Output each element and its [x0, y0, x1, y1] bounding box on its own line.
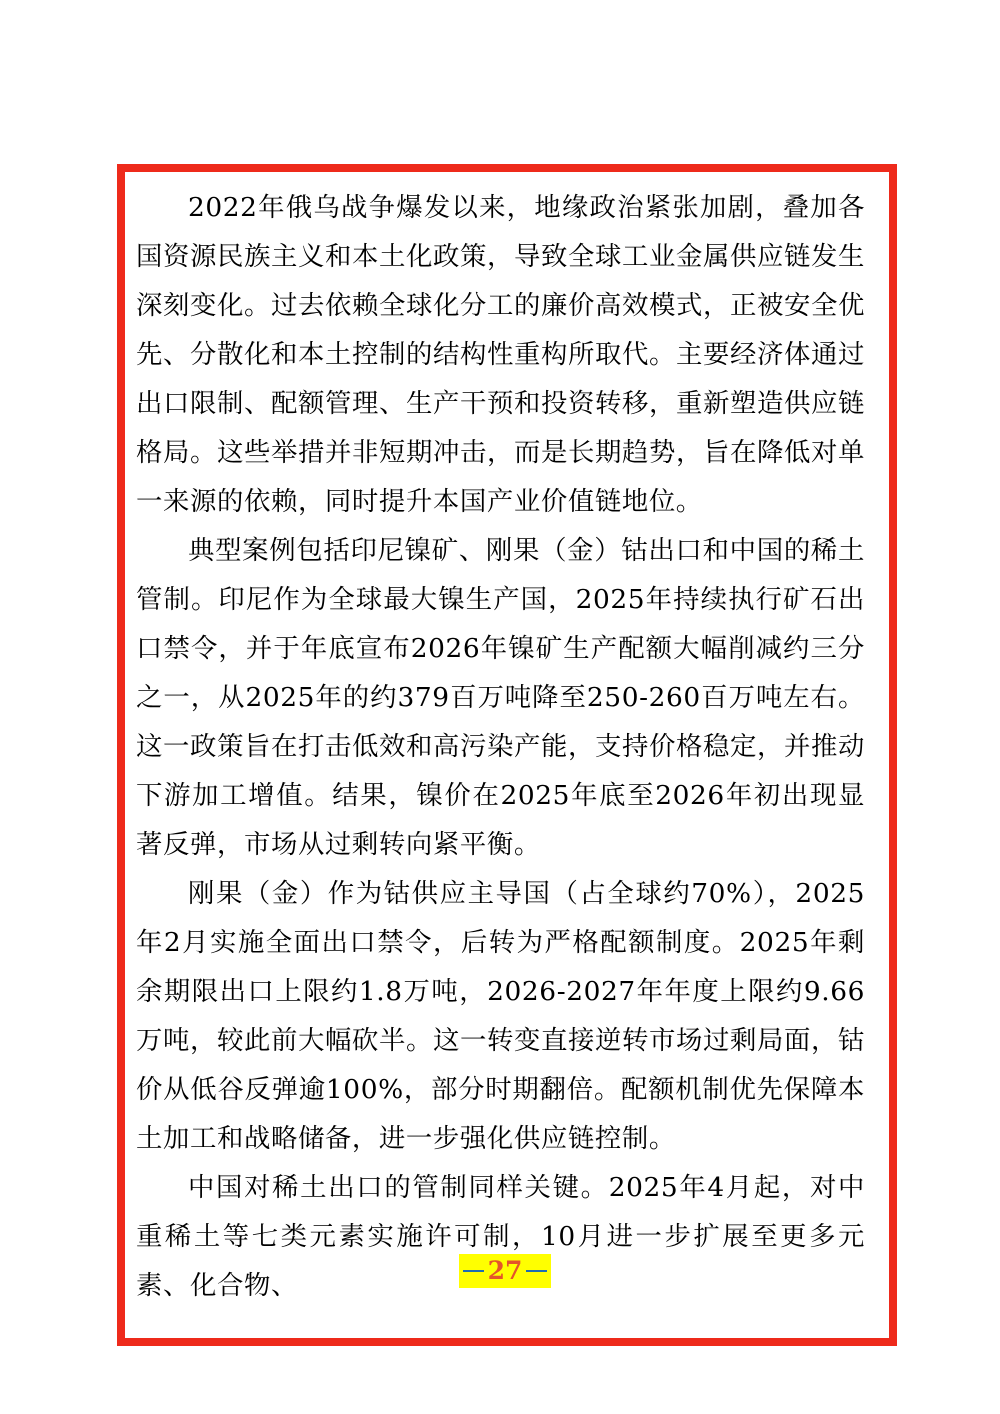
paragraph-2: 典型案例包括印尼镍矿、刚果（金）钴出口和中国的稀土管制。印尼作为全球最大镍生产国，2025年持续执行矿石出口禁令，并于年底宣布2026年镍矿生产配额大幅削减约三分之一，从2025年的约379百万吨降至250-260百万吨左右。这一政策旨在打击低效和高污染产能，支持价格稳定，并推动下游加工增值。结果，镍价在2025年底至2026年初出现显著反弹，市场从过剩转向紧平衡。 — [136, 535, 865, 860]
paragraph-3: 刚果（金）作为钴供应主导国（占全球约70%），2025年2月实施全面出口禁令，后转为严格配额制度。2025年剩余期限出口上限约1.8万吨，2026-2027年年度上限约9.66万吨，较此前大幅砍半。这一转变直接逆转市场过剩局面，钴价从低谷反弹逾100%，部分时期翻倍。配额机制优先保障本土加工和战略储备，进一步强化供应链控制。 — [136, 878, 865, 1154]
body-text — [136, 183, 865, 1310]
paragraph-4: 中国对稀土出口的管制同样关键。2025年4月起，对中重稀土等七类元素实施许可制，10月进一步扩展至更多元素、化合物、 — [136, 1172, 865, 1301]
paragraph-1: 2022年俄乌战争爆发以来，地缘政治紧张加剧，叠加各国资源民族主义和本土化政策，导致全球工业金属供应链发生深刻变化。过去依赖全球化分工的廉价高效模式，正被安全优先、分散化和本土控制的结构性重构所取代。主要经济体通过出口限制、配额管理、生产干预和投资转移，重新塑造供应链格局。这些举措并非短期冲击，而是长期趋势，旨在降低对单一来源的依赖，同时提升本国产业价值链地位。 — [136, 192, 865, 517]
right-dash — [526, 1270, 547, 1272]
page-number: 27 — [487, 1256, 523, 1285]
left-dash — [463, 1270, 484, 1272]
page-number-badge — [459, 1254, 551, 1288]
